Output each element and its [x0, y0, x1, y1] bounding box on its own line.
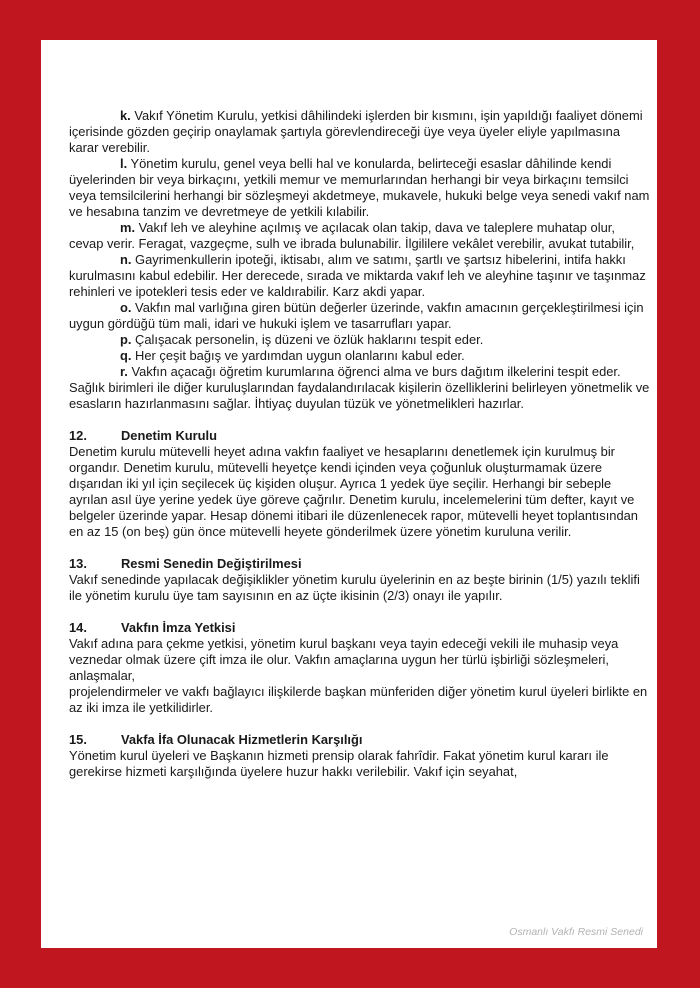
section-12: [69, 428, 651, 540]
page-footer: Osmanlı Vakfı Resmi Senedi: [509, 926, 643, 938]
section-title: Resmi Senedin Değiştirilmesi: [121, 556, 302, 571]
clause-label: q.: [120, 348, 132, 363]
document-page: [41, 40, 657, 948]
clause-n: [69, 252, 651, 300]
clause-text: Vakıf Yönetim Kurulu, yetkisi dâhilindeki işlerden bir kısmını, işin yapıldığı faaliyet dönemi içerisinde gözden geçirip onaylamak şartıyla görevlendireceği üye veya üyeler eliyle yapılmasına karar verebilir.: [69, 108, 643, 155]
clause-text: Vakıf leh ve aleyhine açılmış ve açılacak olan takip, dava ve taleplere muhatap olur, cevap verir. Feragat, vazgeçme, sulh ve ibrada bulunabilir. İlgililere vekâlet verebilir, avukat tutabilir,: [69, 220, 635, 251]
clause-text: Gayrimenkullerin ipoteği, iktisabı, alım ve satımı, şartlı ve şartsız hibelerini, intifa hakkı kurulmasını kabul edebilir. Her derecede, sırada ve miktarda vakıf leh ve aleyhine taşınır ve taşınmaz rehinleri ve ipotekleri tesis eder ve kaldırabilir. Karz akdi yapar.: [69, 252, 646, 299]
section-number: 12.: [69, 428, 87, 443]
section-number: 15.: [69, 732, 87, 747]
clause-o: [69, 300, 651, 332]
clause-p: [69, 332, 651, 348]
clause-text: Vakfın mal varlığına giren bütün değerler üzerinde, vakfın amacının gerçekleştirilmesi için uygun gördüğü tüm mali, idari ve hukuki işlem ve tasarrufları yapar.: [69, 300, 644, 331]
section-title: Denetim Kurulu: [121, 428, 217, 443]
section-14: [69, 620, 651, 716]
clause-label: l.: [120, 156, 128, 171]
clause-label: o.: [120, 300, 132, 315]
clause-label: r.: [120, 364, 128, 379]
clause-l: [69, 156, 651, 220]
document-body: [69, 108, 651, 780]
clause-text: Vakfın açacağı öğretim kurumlarına öğrenci alma ve burs dağıtım ilkelerini tespit eder. Sağlık birimleri ile diğer kuruluşlarından faydalandırılacak kişilerin özelliklerini belirleyen yönetmelik ve esasların hazırlanmasını sağlar. İhtiyaç duyulan tüzük ve yönetmelikleri hazırlar.: [69, 364, 650, 411]
clause-label: k.: [120, 108, 131, 123]
clause-m: [69, 220, 651, 252]
section-heading: [69, 428, 651, 444]
section-13: [69, 556, 651, 604]
clause-k: [69, 108, 651, 156]
section-body: Denetim kurulu mütevelli heyet adına vakfın faaliyet ve hesaplarını denetlemek için kurulmuş bir organdır. Denetim kurulu, mütevelli heyetçe kendi içinden veya çoğunluk oluşturmamak üzere dışarıdan iki yıl için seçilecek üç kişiden oluşur. Ayrıca 1 yedek üye seçilir. Herhangi bir sebeple ayrılan asıl üye yerine yedek üye göreve çağrılır. Denetim kurulu, incelemelerini tüm defter, kayıt ve belgeler üzerinde yapar. Hesap dönemi itibari ile düzenlenecek rapor, mütevelli heyet toplantısından en az 15 (on beş) gün önce mütevelli heyete gönderilmek üzere yönetim kuruluna verilir.: [69, 444, 638, 539]
clause-label: m.: [120, 220, 136, 235]
section-number: 14.: [69, 620, 87, 635]
section-heading: [69, 556, 651, 572]
section-title: Vakfın İmza Yetkisi: [121, 620, 236, 635]
clause-label: n.: [120, 252, 132, 267]
clause-label: p.: [120, 332, 132, 347]
section-number: 13.: [69, 556, 87, 571]
clause-text: Çalışacak personelin, iş düzeni ve özlük haklarını tespit eder.: [131, 332, 484, 347]
clause-r: [69, 364, 651, 412]
clause-text: Her çeşit bağış ve yardımdan uygun olanlarını kabul eder.: [131, 348, 465, 363]
clause-q: [69, 348, 651, 364]
section-heading: [69, 732, 651, 748]
section-body-continued: projelendirmeler ve vakfı bağlayıcı ilişkilerde başkan münferiden diğer yönetim kurul üyeleri birlikte en az iki imza ile yetkilidirler.: [69, 684, 648, 715]
section-body: Yönetim kurul üyeleri ve Başkanın hizmeti prensip olarak fahrîdir. Fakat yönetim kurul kararı ile gerekirse hizmeti karşılığında üyelere huzur hakkı verilebilir. Vakıf için seyahat,: [69, 748, 609, 779]
section-15: [69, 732, 651, 780]
section-body: Vakıf senedinde yapılacak değişiklikler yönetim kurulu üyelerinin en az beşte birinin (1/5) yazılı teklifi ile yönetim kurulu üye tam sayısının en az üçte ikisinin (2/3) onayı ile yapılır.: [69, 572, 640, 603]
section-body: Vakıf adına para çekme yetkisi, yönetim kurul başkanı veya tayin edeceği vekili ile muhasip veya veznedar olmak üzere çift imza ile olur. Vakfın amaçlarına uygun her türlü işbirliği sözleşmeleri, anlaşmalar,: [69, 636, 619, 683]
clause-text: Yönetim kurulu, genel veya belli hal ve konularda, belirteceği esaslar dâhilinde kendi üyelerinden bir veya birkaçını, yetkili memur ve memurlarından herhangi bir veya birkaçını temsilci veya temsilcilerini herhangi bir sözleşmeyi akdetmeye, mukavele, hukuki belge veya senedi vakıf nam ve hesabına tanzim ve devretmeye de yetkili kılabilir.: [69, 156, 650, 219]
section-heading: [69, 620, 651, 636]
section-title: Vakfa İfa Olunacak Hizmetlerin Karşılığı: [121, 732, 363, 747]
